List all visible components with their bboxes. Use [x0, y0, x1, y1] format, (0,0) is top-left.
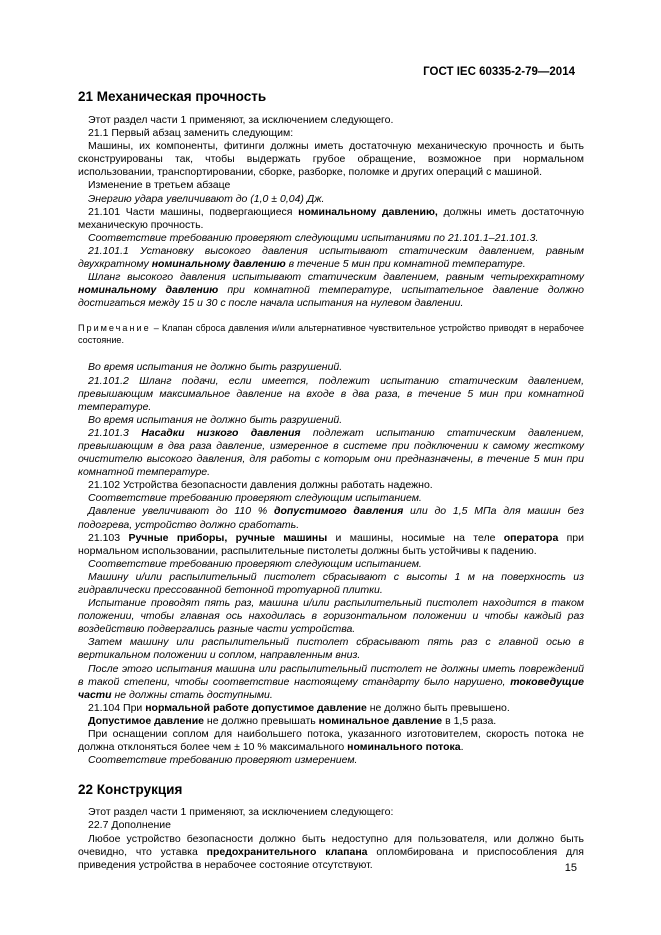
- paragraph: Соответствие требованию проверяют следующим испытанием.: [88, 557, 422, 570]
- note-label: Примечание: [78, 323, 151, 334]
- paragraph: 21.102 Устройства безопасности давления должны работать надежно.: [88, 479, 433, 492]
- paragraph: Во время испытания не должно быть разрушений.: [88, 361, 343, 374]
- paragraph: Машины, их компоненты, фитинги должны иметь достаточную механическую прочность и быть сконструированы так, чтобы выдержать грубое обращение, возможное при нормальном использовании, транспортировании, сборке, разборке, поломке и других операций с машиной.: [78, 140, 584, 179]
- paragraph: Соответствие требованию проверяют следующим испытанием.: [88, 492, 422, 505]
- document-body: [78, 88, 584, 872]
- paragraph: Этот раздел части 1 применяют, за исключением следующего.: [88, 114, 394, 126]
- paragraph: 21.1 Первый абзац заменить следующим:: [88, 127, 294, 140]
- paragraph: Во время испытания не должно быть разрушений.: [88, 413, 343, 426]
- paragraph: Любое устройство безопасности должно быть недоступно для пользователя, или должно быть очевидно, что уставка предохранительного клапана опломбирована и приспособления для приведения устройства в нерабочее состояние отсутствуют.: [78, 832, 584, 871]
- paragraph: 21.101.2 Шланг подачи, если имеется, подлежит испытанию статическим давлением, превышающим максимальное давление на входе в два раза, в течение 5 мин при комнатной температуре.: [78, 374, 584, 413]
- paragraph: После этого испытания машина или распылительный пистолет не должны иметь повреждений в такой степени, чтобы соответствие настоящему стандарту было нарушено, токоведущие части не должны стать доступными.: [78, 662, 584, 701]
- paragraph: Испытание проводят пять раз, машина и/или распылительный пистолет находится в таком положении, чтобы главная ось находилась в горизонтальном положении и чтобы каждый раз воздействию подвергались разные части устройства.: [78, 597, 584, 636]
- document-header: ГОСТ IEC 60335-2-79—2014: [423, 66, 575, 78]
- section-21-title: 21 Механическая прочность: [78, 89, 267, 104]
- paragraph: Допустимое давление не должно превышать номинальное давление в 1,5 раза.: [88, 714, 497, 727]
- paragraph: При оснащении соплом для наибольшего потока, указанного изготовителем, скорость потока не должна отклоняться более чем ± 10 % максимального номинального потока.: [78, 728, 584, 754]
- paragraph: Соответствие требованию проверяют следующими испытаниями по 21.101.1–21.101.3.: [88, 231, 539, 244]
- paragraph: 21.101.1 Установку высокого давления испытывают статическим давлением, равным двухкратному номинальному давлению в течение 5 мин при комнатной температуре.: [78, 244, 584, 271]
- paragraph: Энергию удара увеличивают до (1,0 ± 0,04) Дж.: [88, 192, 325, 205]
- page-number: 15: [564, 862, 577, 874]
- paragraph: Изменение в третьем абзаце: [88, 179, 231, 192]
- paragraph: Шланг высокого давления испытывают статическим давлением, равным четырехкратному номинальному давлению при комнатной температуре, испытательное давление должно достигаться между 15 и 30 с после начала испытания на нулевом давлении.: [78, 271, 584, 310]
- paragraph: Этот раздел части 1 применяют, за исключением следующего:: [88, 806, 394, 819]
- paragraph: 21.101 Части машины, подвергающиеся номинальному давлению, должны иметь достаточную механическую прочность.: [78, 205, 584, 231]
- paragraph: 21.103 Ручные приборы, ручные машины и машины, носимые на теле оператора при нормальном использовании, распылительные пистолеты должны быть устойчивы к падению.: [78, 531, 585, 557]
- paragraph: Машину и/или распылительный пистолет сбрасывают с высоты 1 м на поверхность из гидравлически прессованной бетонной тротуарной плитки.: [78, 570, 584, 596]
- paragraph: 21.101.3 Насадки низкого давления подлежат испытанию статическим давлением, превышающим в два раза давление, измеренное в системе при подключении к самому жесткому очистителю высокого давления, для работы с которым они предназначены, в течение 5 мин при комнатной температуре.: [78, 426, 584, 479]
- paragraph: Затем машину или распылительный пистолет сбрасывают пять раз с главной осью в вертикальном положении и соплом, направленным вниз.: [78, 636, 584, 662]
- note: Примечание – Клапан сброса давления и/или альтернативное чувствительное устройство приводят в нерабочее состояние.: [78, 323, 584, 345]
- paragraph: Соответствие требованию проверяют измерением.: [88, 754, 358, 767]
- section-22-title: 22 Конструкция: [78, 782, 183, 798]
- paragraph: 22.7 Дополнение: [88, 819, 171, 832]
- paragraph: Давление увеличивают до 110 % допустимого давления или до 1,5 МПа для машин без подогрева, устройство должно сработать.: [78, 505, 584, 531]
- paragraph: 21.104 При нормальной работе допустимое давление не должно быть превышено.: [88, 701, 510, 714]
